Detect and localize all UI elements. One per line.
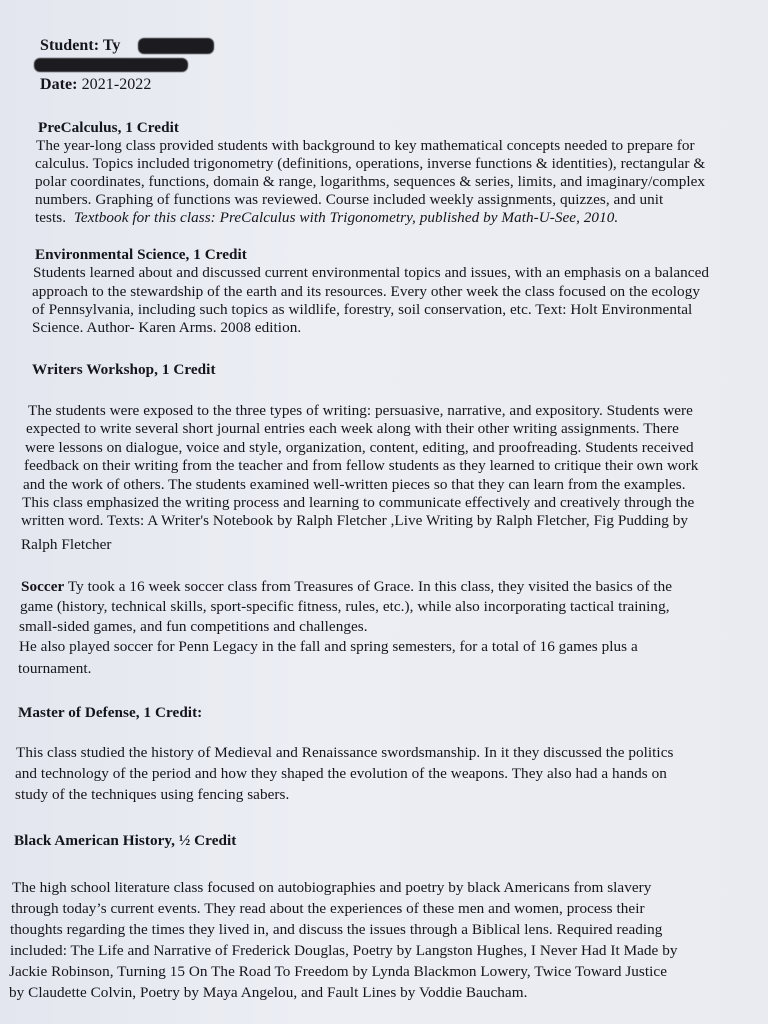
student-label-line	[40, 37, 120, 55]
course-text-tail: tests.	[35, 209, 67, 226]
course-title-precalculus: PreCalculus, 1 Credit	[38, 119, 179, 136]
course-text-line: Ty took a 16 week soccer class from Treasures of Grace. In this class, they visited the basics of the	[64, 578, 673, 595]
course-title-writers-workshop: Writers Workshop, 1 Credit	[32, 361, 216, 378]
course-text-line: written word. Texts: A Writer's Notebook by Ralph Fletcher ,Live Writing by Ralph Fletcher, Fig Pudding by	[21, 512, 688, 529]
course-text-line: were lessons on dialogue, voice and style, organization, content, editing, and proofreading. Students received	[25, 439, 694, 456]
course-text-line: study of the techniques using fencing sabers.	[15, 786, 290, 803]
course-text-line: calculus. Topics included trigonometry (definitions, operations, inverse functions & identities), rectangular &	[35, 155, 706, 172]
course-title-environmental-science: Environmental Science, 1 Credit	[35, 246, 247, 263]
course-title-soccer: Soccer	[21, 578, 65, 595]
course-text-line: through today’s current events. They read about the experiences of these men and women, process their	[11, 900, 645, 917]
course-text-line: tournament.	[18, 660, 92, 677]
student-label: Student:	[40, 37, 100, 54]
course-text-line: Jackie Robinson, Turning 15 On The Road To Freedom by Lynda Blackmon Lowery, Twice Toward Justice	[9, 963, 668, 980]
course-text-line: small-sided games, and fun competitions and challenges.	[19, 618, 368, 635]
course-text-line: feedback on their writing from the teacher and from fellow students as they learned to critique their own work	[24, 457, 699, 474]
course-text-line: by Claudette Colvin, Poetry by Maya Angelou, and Fault Lines by Voddie Baucham.	[9, 984, 528, 1001]
course-text-line: Science. Author- Karen Arms. 2008 edition.	[32, 319, 302, 336]
course-text-line: The year-long class provided students with background to key mathematical concepts needed to prepare for	[36, 137, 695, 154]
course-text-line: and technology of the period and how they shaped the evolution of the weapons. They also had a hands on	[15, 765, 667, 782]
date-label: Date:	[40, 76, 78, 93]
course-text-line: game (history, technical skills, sport-specific fitness, rules, etc.), while also incorporating tactical training,	[20, 598, 670, 615]
course-text-line: This class emphasized the writing process and learning to communicate effectively and creatively through the	[22, 494, 695, 511]
course-soccer-first-line	[21, 578, 672, 596]
redaction-name	[138, 38, 214, 54]
course-text-line: included: The Life and Narrative of Frederick Douglas, Poetry by Langston Hughes, I Never Had It Made by	[10, 942, 678, 959]
date-line	[40, 76, 151, 94]
course-text-line: numbers. Graphing of functions was reviewed. Course included weekly assignments, quizzes, and unit	[35, 191, 664, 208]
course-text-line: This class studied the history of Medieval and Renaissance swordsmanship. In it they discussed the politics	[16, 744, 674, 761]
course-text-line: polar coordinates, functions, domain & range, logarithms, sequences & series, limits, and imaginary/complex	[35, 173, 706, 190]
redaction-grade	[34, 58, 188, 72]
course-text-line: thoughts regarding the times they lived in, and discuss the issues through a Biblical lens. Required reading	[10, 921, 663, 938]
course-text-line: approach to the stewardship of the earth and its resources. Every other week the class focused on the ecology	[32, 283, 700, 300]
textbook-note: Textbook for this class: PreCalculus with Trigonometry, published by Math-U-See, 2010.	[73, 209, 619, 226]
course-text-line: Students learned about and discussed current environmental topics and issues, with an emphasis on a balanced	[33, 264, 710, 281]
course-text-line: of Pennsylvania, including such topics as wildlife, forestry, soil conservation, etc. Text: Holt Environmental	[32, 301, 693, 318]
course-text-line: expected to write several short journal entries each week along with their other writing assignments. There	[26, 420, 679, 437]
course-text-line: Ralph Fletcher	[21, 536, 112, 553]
student-name-visible: Ty	[102, 37, 121, 54]
course-text-line: The high school literature class focused on autobiographies and poetry by black Americans from slavery	[12, 879, 652, 896]
date-value: 2021-2022	[81, 76, 152, 93]
course-text-line: He also played soccer for Penn Legacy in the fall and spring semesters, for a total of 16 games plus a	[19, 638, 638, 655]
course-text-line: The students were exposed to the three types of writing: persuasive, narrative, and expository. Students were	[28, 402, 693, 419]
course-title-master-of-defense: Master of Defense, 1 Credit:	[18, 704, 203, 721]
course-title-black-american-history: Black American History, ½ Credit	[14, 832, 237, 849]
course-text-line-last	[35, 209, 618, 227]
course-text-line: and the work of others. The students examined well-written pieces so that they can learn from the examples.	[23, 476, 686, 493]
